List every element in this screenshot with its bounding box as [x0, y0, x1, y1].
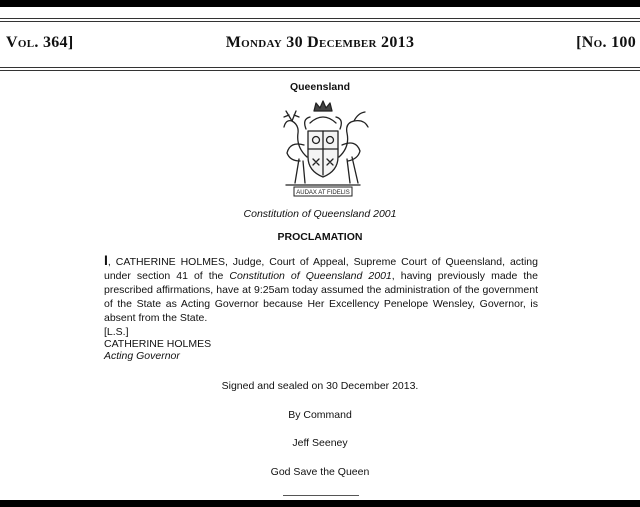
masthead-rule-bottom	[0, 67, 640, 68]
proclamation-title: PROCLAMATION	[277, 231, 363, 243]
masthead-rule-top-2	[0, 21, 640, 22]
act-title: Constitution of Queensland 2001	[243, 208, 397, 220]
signed-sealed-line: Signed and sealed on 30 December 2013.	[221, 380, 419, 392]
volume-label: Vol. 364]	[6, 34, 74, 51]
masthead-rule-bottom-2	[0, 70, 640, 71]
crest-motto: AUDAX AT FIDELIS	[296, 190, 350, 196]
signatory-name: CATHERINE HOLMES	[104, 338, 212, 350]
signatory-role: Acting Governor	[104, 350, 180, 362]
god-save-the-queen: God Save the Queen	[270, 466, 370, 478]
proclamation-text-part-2: , having previously made the prescribed affirmations, have at 9:25am today assumed the administration of the government of the State as Acting Governor because Her Excellency Penelope Wensley, Governor, is absent from the State.	[104, 270, 538, 324]
proclamation-text-part-1: , CATHERINE HOLMES, Judge, Court of Appeal, Supreme Court of Queensland, acting under section 41 of the	[104, 256, 538, 282]
minister-name: Jeff Seeney	[292, 437, 348, 449]
issue-number: [No. 100	[576, 34, 636, 51]
proclamation-paragraph	[104, 253, 538, 325]
state-heading: Queensland	[289, 81, 351, 93]
masthead	[0, 34, 640, 56]
queensland-coat-of-arms-icon	[272, 99, 374, 197]
drop-cap: I	[104, 252, 108, 268]
by-command-line: By Command	[288, 409, 352, 421]
top-border	[0, 0, 640, 7]
issue-date: Monday 30 December 2013	[225, 34, 415, 51]
end-rule	[283, 495, 359, 496]
seal-mark: [L.S.]	[104, 326, 129, 338]
masthead-rule-top	[0, 18, 640, 19]
act-reference: Constitution of Queensland 2001	[229, 270, 392, 282]
bottom-border	[0, 500, 640, 507]
signature-block	[104, 326, 211, 362]
